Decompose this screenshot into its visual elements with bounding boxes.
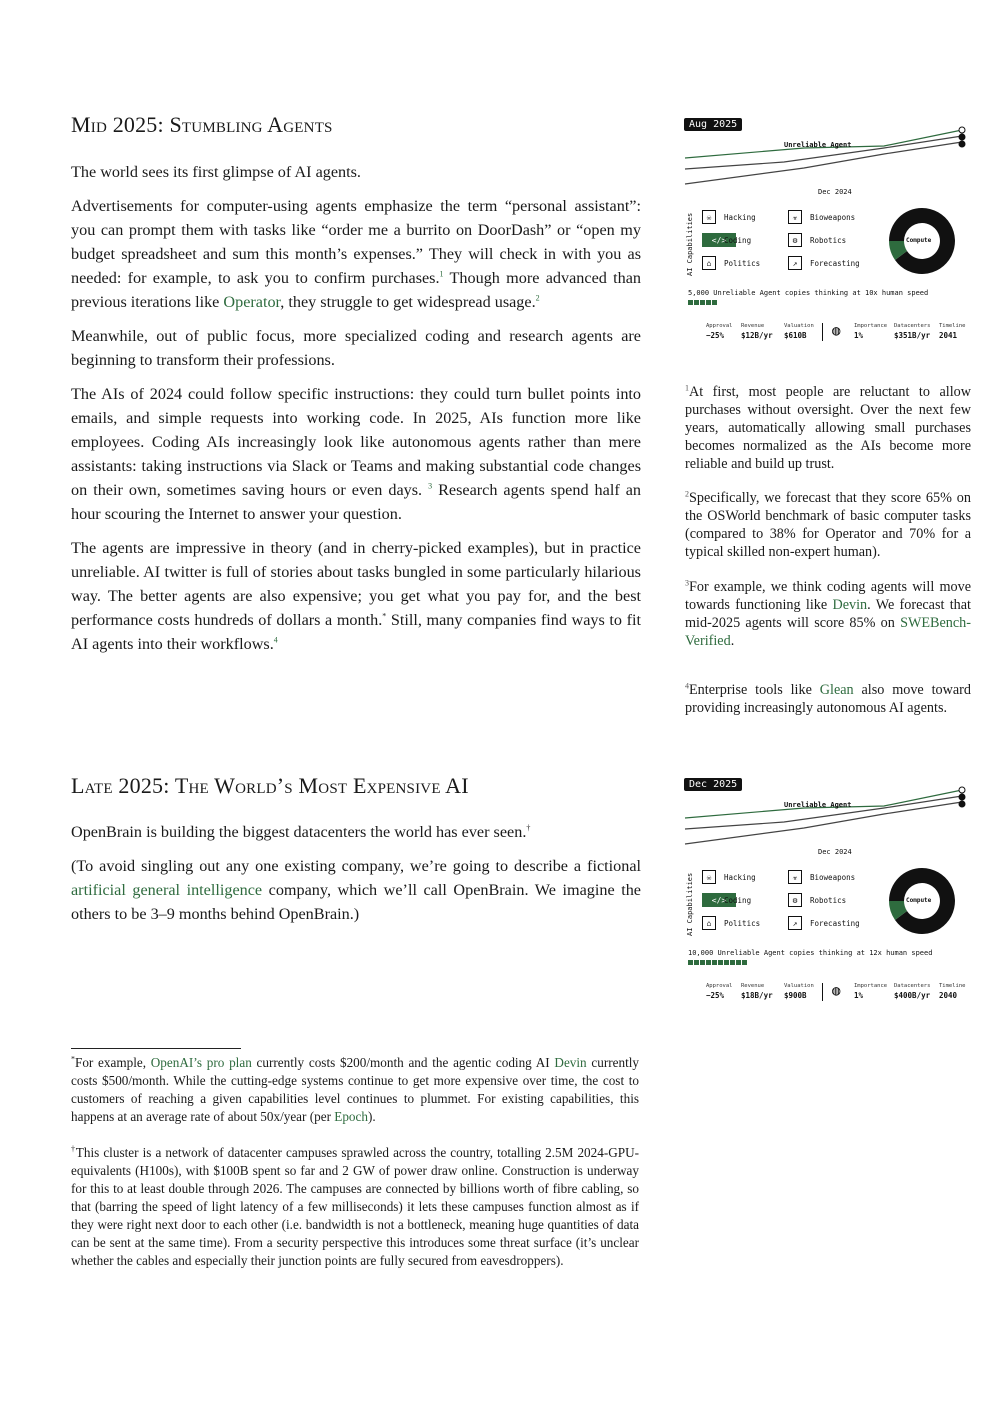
stat-value: 2041	[939, 331, 958, 340]
stat-label: Approval	[706, 983, 733, 989]
stat-label: Revenue	[741, 323, 765, 329]
copy-square	[736, 960, 741, 965]
stat-label: Timeline	[939, 983, 966, 989]
devin-link[interactable]: Devin	[554, 1055, 587, 1070]
operator-link[interactable]: Operator	[223, 293, 281, 311]
globe-icon: ◍	[832, 983, 841, 999]
stat-value: $351B/yr	[894, 331, 931, 340]
paragraph: Meanwhile, out of public focus, more specialized coding and research agents are beginning to transform their professions.	[71, 327, 641, 369]
biohazard-icon: ☣	[788, 210, 802, 224]
capabilities-axis-label: AI Capabilities	[686, 212, 694, 276]
footnote-ref[interactable]: 3	[428, 481, 433, 491]
capability-bioweapons: Bioweapons	[810, 873, 856, 882]
section-heading-mid-2025: Mid 2025: Stumbling Agents	[71, 112, 333, 137]
paragraph: (To avoid singling out any one existing company, we’re going to describe a fictional artificial general intelligence company, which we’ll call OpenBrain. We imagine the others to be 3–9 months behind OpenBrain.)	[71, 857, 641, 923]
capability-forecasting: Forecasting	[810, 919, 860, 928]
devin-link[interactable]: Devin	[832, 597, 868, 613]
section-body-late-2025	[71, 820, 641, 936]
lab-marker	[959, 787, 965, 793]
capability-robotics: Robotics	[810, 896, 847, 905]
building-icon: ⌂	[702, 916, 716, 930]
stat-value: 2040	[939, 991, 958, 1000]
date-badge: Aug 2025	[684, 118, 742, 131]
capability-coding: Coding	[724, 236, 752, 245]
copies-text: 5,000 Unreliable Agent copies thinking at 10x human speed	[688, 289, 929, 297]
chart-icon: ↗	[788, 256, 802, 270]
stat-value: −25%	[706, 991, 725, 1000]
progress-widget	[684, 118, 974, 348]
timeline-mid-label: Dec 2024	[818, 188, 852, 196]
copy-square	[706, 300, 711, 305]
biohazard-icon: ☣	[788, 870, 802, 884]
copies-squares	[688, 959, 748, 967]
footnote-ref[interactable]: *	[382, 611, 387, 621]
stat-divider	[822, 983, 823, 1001]
sidenote-3: $^3$For example, we think coding agents will move towards functioning like Devin. We forecast that mid-2025 agents will score 85% on SWEBench-Verified.	[685, 578, 971, 649]
stat-value: $400B/yr	[894, 991, 931, 1000]
copy-square	[694, 960, 699, 965]
capability-politics: Politics	[724, 919, 761, 928]
code-icon: </>	[702, 893, 736, 907]
skull-icon: ☠	[702, 210, 716, 224]
section-body-mid-2025	[71, 160, 641, 666]
sidenote-4: $^4$Enterprise tools like Glean also move toward providing increasingly autonomous AI agents.	[685, 681, 971, 716]
robot-icon: ⚙	[788, 233, 802, 247]
stat-label: Datacenters	[894, 983, 931, 989]
skull-icon: ☠	[702, 870, 716, 884]
glean-link[interactable]: Glean	[819, 682, 854, 698]
stat-label: Revenue	[741, 983, 765, 989]
stat-value: $18B/yr	[741, 991, 773, 1000]
footnote-ref[interactable]: 2	[535, 293, 540, 303]
timeline-mid-label: Dec 2024	[818, 848, 852, 856]
paragraph: The world sees its first glimpse of AI agents.	[71, 163, 361, 181]
section-heading-late-2025: Late 2025: The World’s Most Expensive AI	[71, 773, 469, 798]
copy-square	[694, 300, 699, 305]
agent-label: Unreliable Agent	[784, 801, 852, 809]
date-badge: Dec 2025	[684, 778, 742, 791]
trajectory-lines	[684, 118, 974, 188]
footnote-ref[interactable]: †	[526, 823, 531, 833]
sidenote-1: $^1$At first, most people are reluctant to allow purchases without oversight. Over the next few years, automatically allowing small purchases becomes normalized as the AIs become more reliable and build up trust.	[685, 383, 971, 472]
building-icon: ⌂	[702, 256, 716, 270]
capability-bioweapons: Bioweapons	[810, 213, 856, 222]
copy-square	[724, 960, 729, 965]
capability-coding: Coding	[724, 896, 752, 905]
lab-marker	[959, 141, 965, 147]
paragraph: The AIs of 2024 could follow specific instructions: they could turn bullet points into emails, and simple requests into working code. In 2025, AIs function more like employees. Coding AIs increasingly look like autonomous agents rather than mere assistants: taking instructions via Slack or Teams and making substantial code changes on their own, sometimes saving hours or even days. $^3$ Research agents spend half an hour scouring the Internet to answer your question.	[71, 385, 642, 523]
copy-square	[742, 960, 747, 965]
sidenote-2: $^2$Specifically, we forecast that they score 65% on the OSWorld benchmark of basic computer tasks (compared to 38% for Operator and 70% for a typical skilled non-expert human).	[685, 489, 971, 560]
copy-square	[712, 300, 717, 305]
openai-pro-link[interactable]: OpenAI’s pro plan	[150, 1055, 252, 1070]
globe-icon: ◍	[832, 323, 841, 339]
stat-label: Importance	[854, 323, 888, 329]
agent-label: Unreliable Agent	[784, 141, 852, 149]
trajectory-lines	[684, 778, 974, 848]
lab-marker	[959, 801, 965, 807]
footnote-dagger: †This cluster is a network of datacenter campuses sprawled across the country, totalling 2.5M 2024-GPU-equivalents (H100s), with $100B spent so far and 2 GW of power draw online. Construction is underway for this to at least double through 2026. The campuses are connected by billions worth of fibre cabling, so that (barring the speed of light latency of a few milliseconds) it lets these campuses function almost as if they were right next door to each other (i.e. bandwidth is not a bottleneck, meaning huge quantities of data can be sent at the same time). From a security perspective this introduces some threat surface (it’s unclear whether the cables and especially their junction points are fully secured from eavesdroppers).	[71, 1144, 639, 1268]
capability-politics: Politics	[724, 259, 761, 268]
copy-square	[700, 960, 705, 965]
capability-hacking: Hacking	[724, 873, 756, 882]
capability-hacking: Hacking	[724, 213, 756, 222]
agi-link[interactable]: artificial general intelligence	[71, 881, 263, 899]
footnote-star: *For example, OpenAI’s pro plan currently costs $200/month and the agentic coding AI Devin currently costs $500/month. While the cutting-edge systems continue to get more expensive over time, the cost to customers of reaching a given capabilities level continues to plummet. For existing capabilities, this happens at an average rate of about 50x/year (per Epoch).	[71, 1054, 639, 1124]
code-icon: </>	[702, 233, 736, 247]
compute-label: Compute	[906, 237, 932, 244]
stat-label: Valuation	[784, 983, 814, 989]
stat-label: Timeline	[939, 323, 966, 329]
stat-value: $12B/yr	[741, 331, 773, 340]
epoch-link[interactable]: Epoch	[334, 1109, 368, 1124]
lab-marker	[959, 127, 965, 133]
stat-value: 1%	[854, 331, 864, 340]
capability-forecasting: Forecasting	[810, 259, 860, 268]
capability-robotics: Robotics	[810, 236, 847, 245]
paragraph: Advertisements for computer-using agents emphasize the term “personal assistant”: you can prompt them with tasks like “order me a burrito on DoorDash” or “open my budget spreadsheet and sum this month’s expenses.” They will check in with you as needed: for example, to ask you to confirm purchases.$^1$ Though more advanced than previous iterations like Operator, they struggle to get widespread usage.$^2$	[71, 197, 642, 311]
stat-divider	[822, 323, 823, 341]
copy-square	[688, 300, 693, 305]
footnote-ref[interactable]: 4	[273, 635, 278, 645]
stat-value: $900B	[784, 991, 807, 1000]
stat-label: Datacenters	[894, 323, 931, 329]
lab-marker	[959, 794, 965, 800]
stat-value: −25%	[706, 331, 725, 340]
copy-square	[712, 960, 717, 965]
copy-square	[718, 960, 723, 965]
capabilities-axis-label: AI Capabilities	[686, 872, 694, 936]
progress-widget	[684, 778, 974, 1008]
copy-square	[730, 960, 735, 965]
copies-text: 10,000 Unreliable Agent copies thinking at 12x human speed	[688, 949, 933, 957]
footnote-ref[interactable]: 1	[439, 269, 444, 279]
chart-icon: ↗	[788, 916, 802, 930]
swebench-link[interactable]: SWEBench-Verified	[685, 615, 971, 649]
copies-squares	[688, 299, 718, 307]
paragraph: The agents are impressive in theory (and in cherry-picked examples), but in practice unreliable. AI twitter is full of stories about tasks bungled in some particularly hilarious way. The better agents are also expensive; you get what you pay for, and the best performance costs hundreds of dollars a month.* Still, many companies find ways to fit AI agents into their workflows.$^4$	[71, 539, 641, 653]
stat-label: Importance	[854, 983, 888, 989]
robot-icon: ⚙	[788, 893, 802, 907]
copy-square	[700, 300, 705, 305]
stat-label: Approval	[706, 323, 733, 329]
lab-marker	[959, 134, 965, 140]
stat-value: 1%	[854, 991, 864, 1000]
compute-label: Compute	[906, 897, 932, 904]
paragraph: OpenBrain is building the biggest datacenters the world has ever seen.†	[71, 823, 531, 841]
footnote-divider	[71, 1048, 241, 1049]
stat-value: $610B	[784, 331, 807, 340]
stat-label: Valuation	[784, 323, 814, 329]
copy-square	[688, 960, 693, 965]
copy-square	[706, 960, 711, 965]
